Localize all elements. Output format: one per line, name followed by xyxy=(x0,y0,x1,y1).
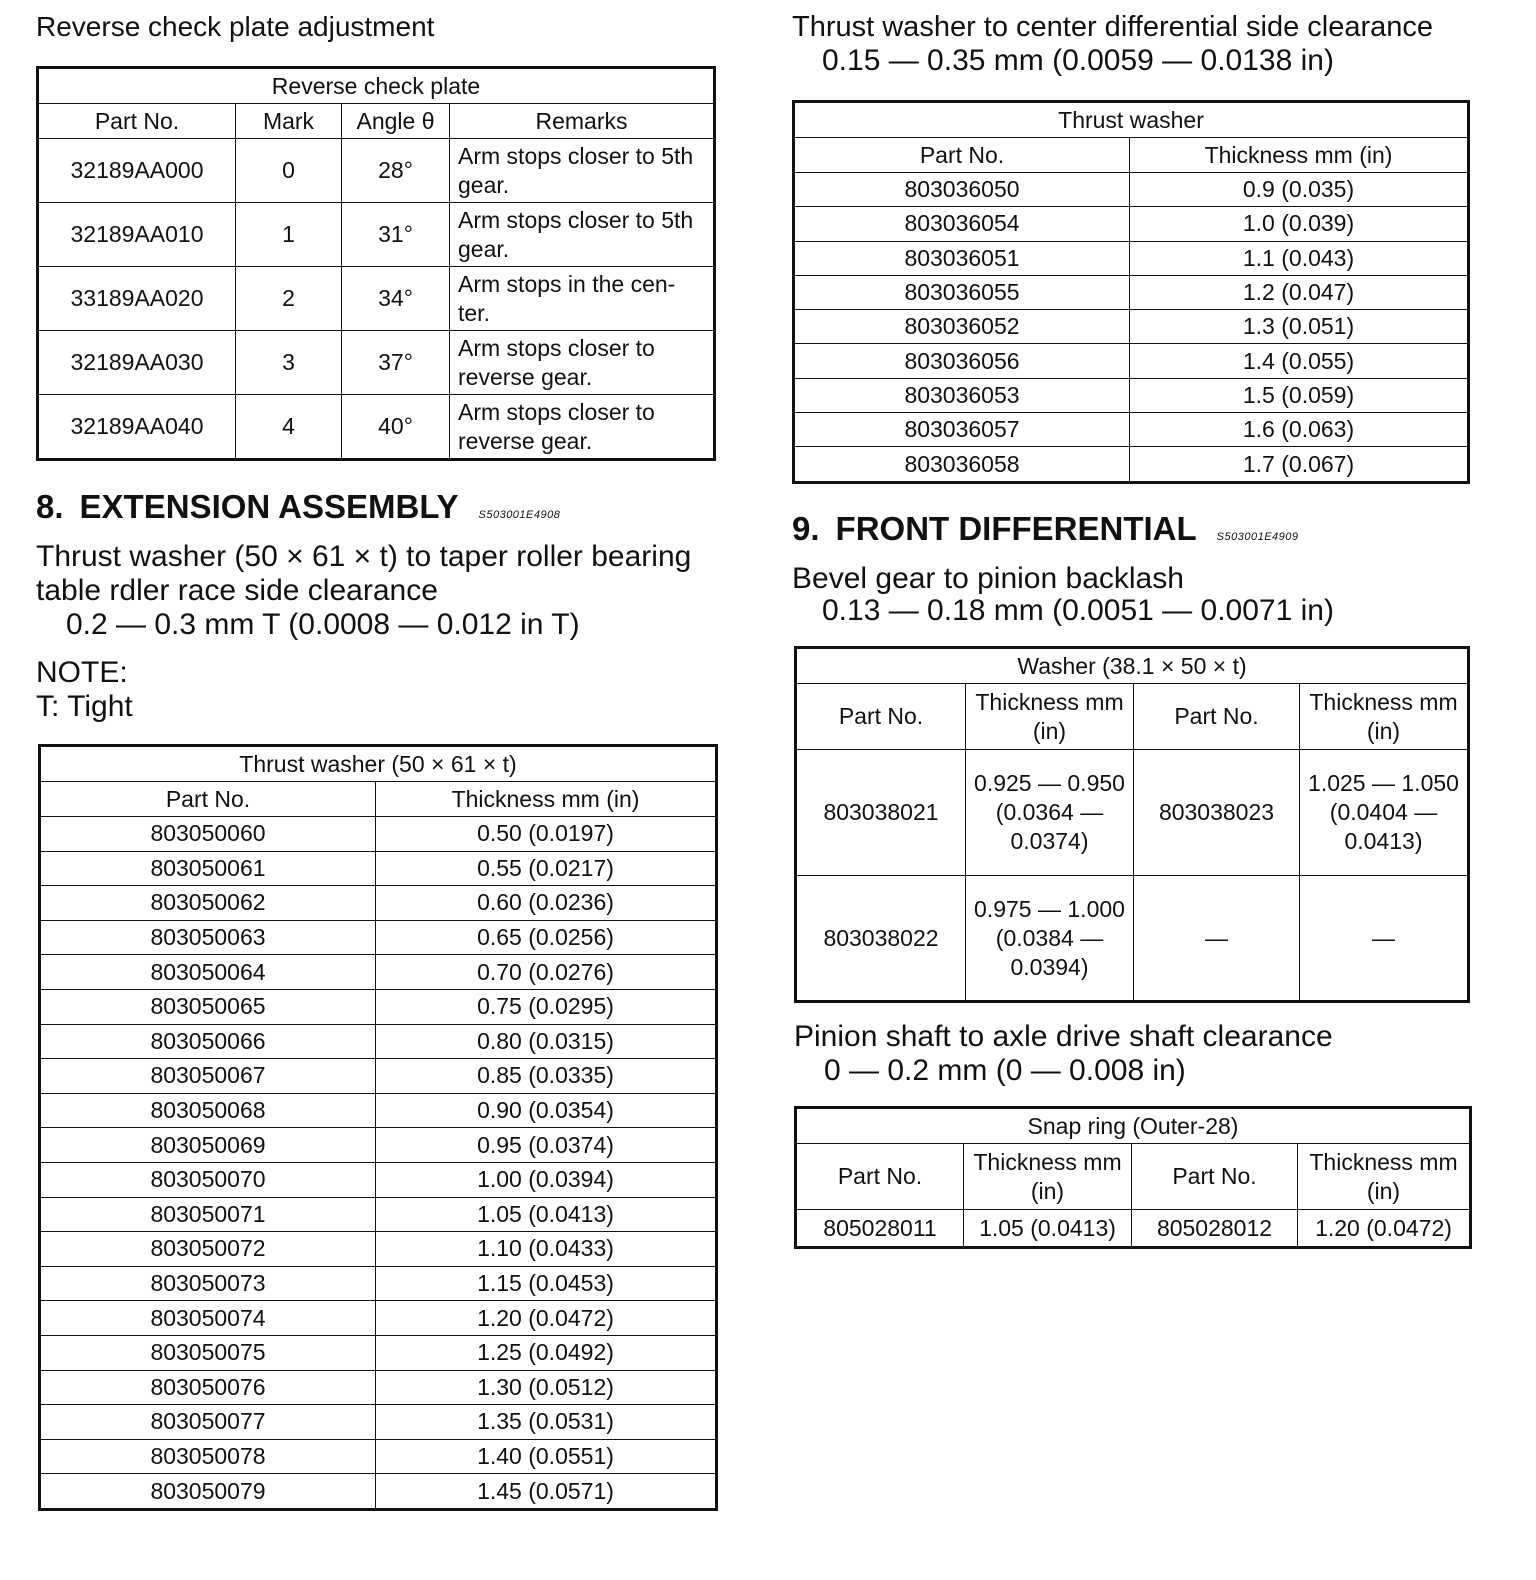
table-row xyxy=(40,1232,717,1267)
table-row xyxy=(40,1024,717,1059)
column-header: Mark xyxy=(236,104,342,139)
column-header: Thickness mm (in) xyxy=(376,782,717,817)
table-row xyxy=(796,750,1469,876)
column-header: Thickness mm (in) xyxy=(1300,684,1469,750)
bevel-washer-table xyxy=(794,646,1470,1003)
column-header: Thickness mm (in) xyxy=(964,1144,1132,1210)
table-cell: 803038021 xyxy=(796,750,966,876)
table-row xyxy=(40,1335,717,1370)
table-cell: 1.1 (0.043) xyxy=(1130,241,1469,275)
thrust-washer-table xyxy=(38,744,718,1511)
table-cell: 1.2 (0.047) xyxy=(1130,275,1469,309)
extension-para-line1: Thrust washer (50 × 61 × t) to taper roller bearing xyxy=(36,540,692,573)
table-cell: 1.20 (0.0472) xyxy=(1298,1210,1471,1248)
table-cell: 803050079 xyxy=(40,1474,376,1510)
table-cell: 0.85 (0.0335) xyxy=(376,1059,717,1094)
table-cell: 1.4 (0.055) xyxy=(1130,344,1469,378)
table-cell: 803036058 xyxy=(794,447,1130,482)
table-cell: 1.0 (0.039) xyxy=(1130,207,1469,241)
column-header: Part No. xyxy=(1134,684,1300,750)
table-cell: 803050067 xyxy=(40,1059,376,1094)
table-row xyxy=(794,173,1469,207)
table-cell: 803038022 xyxy=(796,876,966,1002)
table-cell: 37° xyxy=(342,331,450,395)
table-cell: Arm stops in the cen-ter. xyxy=(450,267,715,331)
section-9-title xyxy=(792,510,1299,548)
table-cell: 32189AA040 xyxy=(38,395,236,460)
table-row xyxy=(40,1128,717,1163)
table-row xyxy=(40,920,717,955)
column-header: Part No. xyxy=(794,138,1130,173)
table-row xyxy=(40,1059,717,1094)
table-cell: 803050078 xyxy=(40,1439,376,1474)
table-cell: 1.05 (0.0413) xyxy=(964,1210,1132,1248)
table-row xyxy=(38,395,715,460)
center-diff-heading: Thrust washer to center differential side clearance xyxy=(792,11,1434,43)
table-row xyxy=(40,1093,717,1128)
note-text: T: Tight xyxy=(36,690,133,723)
column-header: Part No. xyxy=(796,684,966,750)
table-row xyxy=(38,139,715,203)
table-cell: 1.6 (0.063) xyxy=(1130,413,1469,447)
table-cell: 1.35 (0.0531) xyxy=(376,1405,717,1440)
table-cell: 1.025 — 1.050 (0.0404 — 0.0413) xyxy=(1300,750,1469,876)
table-cell: 0.75 (0.0295) xyxy=(376,989,717,1024)
table-cell: 32189AA010 xyxy=(38,203,236,267)
table-row xyxy=(794,310,1469,344)
section-code: S503001E4908 xyxy=(478,509,561,521)
table-cell: 803050072 xyxy=(40,1232,376,1267)
pinion-heading: Pinion shaft to axle drive shaft clearance xyxy=(794,1020,1333,1053)
section-8-title xyxy=(36,488,560,526)
table-row xyxy=(40,955,717,990)
column-header: Part No. xyxy=(40,782,376,817)
table-row xyxy=(40,1474,717,1510)
table-cell: 32189AA000 xyxy=(38,139,236,203)
table-cell: Arm stops closer to 5th gear. xyxy=(450,139,715,203)
table-cell: 803050077 xyxy=(40,1405,376,1440)
table-cell: 1.10 (0.0433) xyxy=(376,1232,717,1267)
table-row xyxy=(38,331,715,395)
table-cell: — xyxy=(1134,876,1300,1002)
table-cell: — xyxy=(1300,876,1469,1002)
backlash-spec: 0.13 — 0.18 mm (0.0051 — 0.0071 in) xyxy=(822,594,1334,627)
table-cell: 0.925 — 0.950 (0.0364 — 0.0374) xyxy=(966,750,1134,876)
section-number: 8. xyxy=(36,488,64,525)
table-cell: 803050061 xyxy=(40,851,376,886)
table-cell: 33189AA020 xyxy=(38,267,236,331)
table-cell: 1 xyxy=(236,203,342,267)
table-cell: 803038023 xyxy=(1134,750,1300,876)
table-cell: Arm stops closer to reverse gear. xyxy=(450,395,715,460)
center-diff-spec: 0.15 — 0.35 mm (0.0059 — 0.0138 in) xyxy=(822,44,1334,77)
table-cell: 803036050 xyxy=(794,173,1130,207)
table-cell: 40° xyxy=(342,395,450,460)
table-row xyxy=(40,1266,717,1301)
table-cell: 1.45 (0.0571) xyxy=(376,1474,717,1510)
table-cell: 803050068 xyxy=(40,1093,376,1128)
table-title: Thrust washer xyxy=(794,102,1469,138)
table-cell: 0.95 (0.0374) xyxy=(376,1128,717,1163)
table-row xyxy=(38,203,715,267)
table-row xyxy=(794,413,1469,447)
section-number: 9. xyxy=(792,510,820,547)
table-row xyxy=(794,378,1469,412)
table-cell: 1.00 (0.0394) xyxy=(376,1162,717,1197)
table-cell: 0.975 — 1.000 (0.0384 — 0.0394) xyxy=(966,876,1134,1002)
table-cell: 803050060 xyxy=(40,817,376,852)
table-cell: 1.05 (0.0413) xyxy=(376,1197,717,1232)
section-heading: FRONT DIFFERENTIAL xyxy=(835,510,1197,547)
table-cell: 803050075 xyxy=(40,1335,376,1370)
column-header: Remarks xyxy=(450,104,715,139)
table-cell: 803050076 xyxy=(40,1370,376,1405)
table-cell: 805028012 xyxy=(1132,1210,1298,1248)
reverse-check-table xyxy=(36,66,716,461)
table-row xyxy=(40,1197,717,1232)
table-cell: 1.20 (0.0472) xyxy=(376,1301,717,1336)
table-row xyxy=(796,876,1469,1002)
table-row xyxy=(40,886,717,921)
table-row xyxy=(796,1210,1471,1248)
column-header: Thickness mm (in) xyxy=(1130,138,1469,173)
extension-spec: 0.2 — 0.3 mm T (0.0008 — 0.012 in T) xyxy=(66,608,580,641)
table-cell: 803036053 xyxy=(794,378,1130,412)
table-row xyxy=(794,447,1469,482)
table-cell: 803050062 xyxy=(40,886,376,921)
table-cell: 803036052 xyxy=(794,310,1130,344)
reverse-check-heading: Reverse check plate adjustment xyxy=(36,11,435,42)
section-code: S503001E4909 xyxy=(1216,531,1299,543)
table-row xyxy=(38,267,715,331)
table-title: Snap ring (Outer-28) xyxy=(796,1108,1471,1144)
table-cell: 0 xyxy=(236,139,342,203)
table-row xyxy=(794,207,1469,241)
table-row xyxy=(40,1439,717,1474)
table-cell: 803036051 xyxy=(794,241,1130,275)
table-cell: 1.3 (0.051) xyxy=(1130,310,1469,344)
column-header: Thickness mm (in) xyxy=(1298,1144,1471,1210)
table-cell: Arm stops closer to 5th gear. xyxy=(450,203,715,267)
table-cell: 3 xyxy=(236,331,342,395)
table-cell: 0.9 (0.035) xyxy=(1130,173,1469,207)
backlash-heading: Bevel gear to pinion backlash xyxy=(792,562,1184,595)
table-title: Washer (38.1 × 50 × t) xyxy=(796,648,1469,684)
table-cell: 803050073 xyxy=(40,1266,376,1301)
column-header: Thickness mm (in) xyxy=(966,684,1134,750)
table-cell: 803050066 xyxy=(40,1024,376,1059)
table-cell: 0.60 (0.0236) xyxy=(376,886,717,921)
table-cell: 803050063 xyxy=(40,920,376,955)
section-heading: EXTENSION ASSEMBLY xyxy=(79,488,459,525)
table-cell: 1.25 (0.0492) xyxy=(376,1335,717,1370)
table-title: Thrust washer (50 × 61 × t) xyxy=(40,746,717,782)
table-cell: 0.80 (0.0315) xyxy=(376,1024,717,1059)
table-title: Reverse check plate xyxy=(38,68,715,104)
table-cell: 803036054 xyxy=(794,207,1130,241)
table-row xyxy=(40,989,717,1024)
table-cell: 803050064 xyxy=(40,955,376,990)
table-cell: 28° xyxy=(342,139,450,203)
table-row xyxy=(40,817,717,852)
table-cell: 803050074 xyxy=(40,1301,376,1336)
table-row xyxy=(40,1405,717,1440)
table-cell: 803050070 xyxy=(40,1162,376,1197)
table-cell: 1.15 (0.0453) xyxy=(376,1266,717,1301)
pinion-spec: 0 — 0.2 mm (0 — 0.008 in) xyxy=(824,1054,1186,1087)
table-cell: 803036056 xyxy=(794,344,1130,378)
table-cell: 803050065 xyxy=(40,989,376,1024)
snap-ring-table xyxy=(794,1106,1472,1249)
table-cell: 805028011 xyxy=(796,1210,964,1248)
table-cell: 803050071 xyxy=(40,1197,376,1232)
thrust-washer-center-table xyxy=(792,100,1470,484)
note-label: NOTE: xyxy=(36,656,128,689)
table-row xyxy=(40,851,717,886)
column-header: Part No. xyxy=(1132,1144,1298,1210)
table-cell: 1.30 (0.0512) xyxy=(376,1370,717,1405)
table-row xyxy=(40,1162,717,1197)
table-cell: 34° xyxy=(342,267,450,331)
table-cell: 31° xyxy=(342,203,450,267)
table-cell: 0.55 (0.0217) xyxy=(376,851,717,886)
column-header: Part No. xyxy=(796,1144,964,1210)
table-cell: 0.65 (0.0256) xyxy=(376,920,717,955)
table-row xyxy=(794,275,1469,309)
table-row xyxy=(794,241,1469,275)
column-header: Part No. xyxy=(38,104,236,139)
table-cell: 803050069 xyxy=(40,1128,376,1163)
column-header: Angle θ xyxy=(342,104,450,139)
extension-para-line2: table rdler race side clearance xyxy=(36,574,438,607)
table-cell: 2 xyxy=(236,267,342,331)
table-cell: 803036055 xyxy=(794,275,1130,309)
table-cell: 1.5 (0.059) xyxy=(1130,378,1469,412)
table-cell: 4 xyxy=(236,395,342,460)
table-row xyxy=(794,344,1469,378)
table-row xyxy=(40,1370,717,1405)
table-cell: 1.40 (0.0551) xyxy=(376,1439,717,1474)
table-row xyxy=(40,1301,717,1336)
table-cell: 0.50 (0.0197) xyxy=(376,817,717,852)
table-cell: 32189AA030 xyxy=(38,331,236,395)
table-cell: 803036057 xyxy=(794,413,1130,447)
table-cell: 0.70 (0.0276) xyxy=(376,955,717,990)
table-cell: 0.90 (0.0354) xyxy=(376,1093,717,1128)
table-cell: 1.7 (0.067) xyxy=(1130,447,1469,482)
table-cell: Arm stops closer to reverse gear. xyxy=(450,331,715,395)
